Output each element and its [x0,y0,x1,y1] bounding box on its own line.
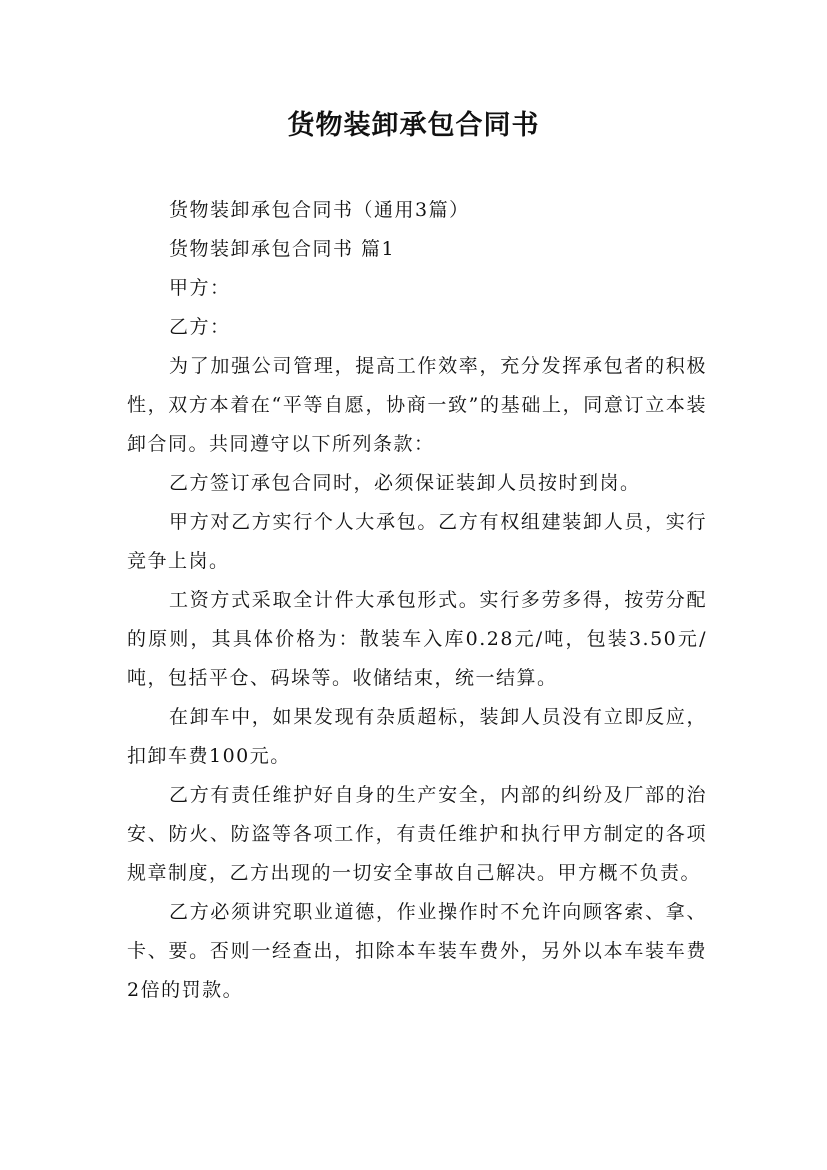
paragraph-clause: 工资方式采取全计件大承包形式。实行多劳多得，按劳分配的原则，其具体价格为：散装车入库0.28元/吨，包装3.50元/吨，包括平仓、码垛等。收储结束，统一结算。 [127,589,707,689]
paragraph-clause: 乙方签订承包合同时，必须保证装卸人员按时到岗。 [169,472,641,494]
paragraph-clause: 甲方对乙方实行个人大承包。乙方有权组建装卸人员，实行竞争上岗。 [127,511,707,572]
paragraph-clause: 乙方必须讲究职业道德，作业操作时不允许向顾客索、拿、卡、要。否则一经查出，扣除本车装车费外，另外以本车装车费2倍的罚款。 [127,901,707,1001]
paragraph-clause: 在卸车中，如果发现有杂质超标，装卸人员没有立即反应，扣卸车费100元。 [127,706,707,767]
paragraph-heading-general: 货物装卸承包合同书（通用3篇） [169,199,470,221]
paragraph-clause: 乙方有责任维护好自身的生产安全，内部的纠纷及厂部的治安、防火、防盗等各项工作，有责任维护和执行甲方制定的各项规章制度，乙方出现的一切安全事故自己解决。甲方概不负责。 [127,784,707,884]
paragraph-heading-part1: 货物装卸承包合同书 篇1 [169,238,396,260]
document-title: 货物装卸承包合同书 [287,110,540,141]
paragraph-purpose: 为了加强公司管理，提高工作效率，充分发挥承包者的积极性，双方本着在“平等自愿，协商一致”的基础上，同意订立本装卸合同。共同遵守以下所列条款： [127,355,707,455]
party-a-line: 甲方： [169,277,231,299]
party-b-line: 乙方： [169,316,231,338]
document-body [127,191,707,1010]
